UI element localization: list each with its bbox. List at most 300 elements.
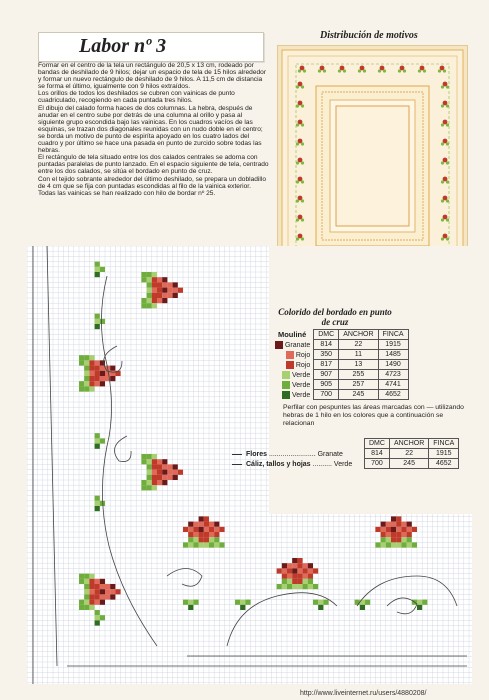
stitch-cell <box>95 444 100 449</box>
stitch-cell <box>95 433 100 438</box>
stitch-cell <box>89 584 94 589</box>
stitch-cell <box>100 371 105 376</box>
color-swatch <box>275 341 283 349</box>
stitch-cell <box>84 360 89 365</box>
thread-dmc: 700 <box>314 390 339 400</box>
color-swatch <box>286 361 294 369</box>
stitch-cell <box>157 298 162 303</box>
stitch-cell <box>303 568 308 573</box>
stitch-cell <box>89 355 94 360</box>
outline-dmc: 700 <box>365 459 390 469</box>
stitch-cell <box>199 527 204 532</box>
stitch-cell <box>381 537 386 542</box>
thread-anchor: 13 <box>339 360 378 370</box>
stitch-cell <box>147 293 152 298</box>
stitch-cell <box>199 537 204 542</box>
stitch-cell <box>162 464 167 469</box>
thread-dmc: 907 <box>314 370 339 380</box>
stitch-cell <box>157 293 162 298</box>
thread-table <box>271 329 409 400</box>
page-title: Labor nº 3 <box>79 35 167 57</box>
stitch-cell <box>100 381 105 386</box>
stitch-cell <box>308 574 313 579</box>
stitch-cell <box>84 386 89 391</box>
stitch-cell <box>381 542 386 547</box>
stitch-cell <box>167 464 172 469</box>
stitch-cell <box>214 522 219 527</box>
stitch-cell <box>360 605 365 610</box>
stitch-cell <box>391 537 396 542</box>
stitch-cell <box>84 381 89 386</box>
stitch-cell <box>391 532 396 537</box>
stitch-cell <box>204 542 209 547</box>
stitch-cell <box>84 594 89 599</box>
stitch-cell <box>157 475 162 480</box>
stitch-cell <box>204 532 209 537</box>
stitch-cell <box>79 355 84 360</box>
stitch-cell <box>115 589 120 594</box>
stitch-cell <box>157 459 162 464</box>
outline-row <box>365 459 459 469</box>
stitch-cell <box>89 605 94 610</box>
stitch-cell <box>422 600 427 605</box>
stitch-cell <box>282 584 287 589</box>
stitch-cell <box>152 485 157 490</box>
stitch-cell <box>308 568 313 573</box>
title-box <box>38 32 264 62</box>
stitch-cell <box>167 293 172 298</box>
stitch-cell <box>386 527 391 532</box>
stitch-cell <box>157 277 162 282</box>
stitch-cell <box>375 542 380 547</box>
stitch-cell <box>240 605 245 610</box>
thread-header-finca: FINCA <box>378 330 408 340</box>
stitch-cell <box>297 563 302 568</box>
outline-table <box>364 438 459 469</box>
outline-label: Flores <box>246 451 268 458</box>
motifs-title: Distribución de motivos <box>320 30 418 41</box>
stitch-cell <box>173 464 178 469</box>
stitch-cell <box>391 527 396 532</box>
stitch-cell <box>323 600 328 605</box>
stitch-cell <box>89 386 94 391</box>
thread-dmc: 350 <box>314 350 339 360</box>
color-swatch <box>282 391 290 399</box>
stitch-cell <box>401 532 406 537</box>
stitch-cell <box>173 282 178 287</box>
stitch-cell <box>95 272 100 277</box>
stitch-cell <box>157 480 162 485</box>
stitch-cell <box>412 527 417 532</box>
stitch-cell <box>297 568 302 573</box>
stitch-cell <box>141 277 146 282</box>
stitch-cell <box>152 470 157 475</box>
outline-color: Verde <box>333 461 353 468</box>
stitch-cell <box>84 605 89 610</box>
stitch-cell <box>84 579 89 584</box>
stitch-cell <box>100 589 105 594</box>
stitch-cell <box>178 470 183 475</box>
stitch-cell <box>157 282 162 287</box>
stitch-cell <box>308 579 313 584</box>
stitch-cell <box>401 527 406 532</box>
stitch-cell <box>100 267 105 272</box>
thread-row <box>271 360 408 370</box>
stitch-cell <box>141 480 146 485</box>
stitch-cell <box>209 527 214 532</box>
stitch-cell <box>152 454 157 459</box>
thread-row <box>271 350 408 360</box>
stitch-cell <box>79 381 84 386</box>
stitch-cell <box>214 542 219 547</box>
stitch-cell <box>79 600 84 605</box>
stitch-cell <box>292 584 297 589</box>
stitch-cell <box>95 314 100 319</box>
stitch-cell <box>355 600 360 605</box>
stitch-cell <box>318 600 323 605</box>
stitch-cell <box>209 542 214 547</box>
stitch-cell <box>193 527 198 532</box>
stitch-cell <box>110 584 115 589</box>
stitch-cell <box>84 355 89 360</box>
stitch-cell <box>79 579 84 584</box>
stitch-cell <box>193 522 198 527</box>
thread-anchor: 255 <box>339 370 378 380</box>
stitch-cell <box>95 319 100 324</box>
thread-name: Verde <box>271 380 314 390</box>
stitch-cell <box>162 277 167 282</box>
stitch-cell <box>157 470 162 475</box>
thread-name: Verde <box>271 370 314 380</box>
stitch-cell <box>110 594 115 599</box>
stitch-cell <box>141 298 146 303</box>
stitch-cell <box>292 574 297 579</box>
stitch-cell <box>282 568 287 573</box>
stitch-cell <box>282 574 287 579</box>
stitch-cell <box>287 568 292 573</box>
stitch-cell <box>147 485 152 490</box>
stitch-cell <box>147 277 152 282</box>
stitch-cell <box>84 574 89 579</box>
stitch-cell <box>105 594 110 599</box>
stitch-cell <box>401 537 406 542</box>
stitch-cell <box>84 371 89 376</box>
stitch-cell <box>287 563 292 568</box>
stitch-cell <box>287 574 292 579</box>
stitch-cell <box>204 522 209 527</box>
thread-finca: 1485 <box>378 350 408 360</box>
stitch-cell <box>173 470 178 475</box>
stitch-cell <box>245 600 250 605</box>
stitch-cell <box>147 454 152 459</box>
stitch-cell <box>173 475 178 480</box>
thread-name: Rojo <box>271 360 314 370</box>
stitch-cell <box>152 475 157 480</box>
stitch-cell <box>89 381 94 386</box>
stitch-cell <box>162 459 167 464</box>
stitch-cell <box>95 615 100 620</box>
stitch-cell <box>141 303 146 308</box>
stitch-cell <box>100 615 105 620</box>
stitch-cell <box>95 594 100 599</box>
stitch-cell <box>147 470 152 475</box>
stitch-cell <box>152 282 157 287</box>
stitch-cell <box>407 537 412 542</box>
stitch-cell <box>214 537 219 542</box>
stitch-cell <box>95 262 100 267</box>
stitch-cell <box>147 272 152 277</box>
stitch-cell <box>308 563 313 568</box>
stitch-cell <box>412 542 417 547</box>
stitch-cell <box>193 600 198 605</box>
thread-anchor: 22 <box>339 340 378 350</box>
stitch-cell <box>162 470 167 475</box>
stitch-cell <box>95 371 100 376</box>
stitch-cell <box>79 360 84 365</box>
stitch-cell <box>100 600 105 605</box>
stitch-cell <box>84 589 89 594</box>
stitch-cell <box>313 568 318 573</box>
stitch-cell <box>173 288 178 293</box>
stitch-cell <box>188 532 193 537</box>
stitch-cell <box>95 579 100 584</box>
thread-header-mouline: Mouliné <box>277 330 307 339</box>
stitch-cell <box>193 537 198 542</box>
stitch-cell <box>162 480 167 485</box>
outline-header-anchor: ANCHOR <box>389 439 428 449</box>
stitch-cell <box>89 594 94 599</box>
stitch-cell <box>79 574 84 579</box>
stitch-cell <box>95 366 100 371</box>
stitch-cell <box>396 516 401 521</box>
stitch-cell <box>167 288 172 293</box>
stitch-cell <box>386 537 391 542</box>
stitch-cell <box>95 610 100 615</box>
stitch-cell <box>391 542 396 547</box>
stitch-cell <box>219 542 224 547</box>
stitch-cell <box>100 438 105 443</box>
stitch-cell <box>303 563 308 568</box>
stitch-cell <box>204 527 209 532</box>
stitch-cell <box>308 584 313 589</box>
stitch-cell <box>401 522 406 527</box>
stitch-cell <box>152 277 157 282</box>
stitch-cell <box>292 568 297 573</box>
stitch-cell <box>297 558 302 563</box>
stitch-cell <box>360 600 365 605</box>
stitch-cell <box>95 584 100 589</box>
stitch-cell <box>110 376 115 381</box>
stitch-cell <box>95 589 100 594</box>
stitch-cell <box>162 475 167 480</box>
stitch-cell <box>303 584 308 589</box>
stitch-cell <box>391 516 396 521</box>
stitch-cell <box>89 600 94 605</box>
stitch-cell <box>396 537 401 542</box>
stitch-cell <box>147 480 152 485</box>
stitch-cell <box>313 600 318 605</box>
stitch-cell <box>292 563 297 568</box>
stitch-cell <box>100 584 105 589</box>
stitch-cell <box>375 527 380 532</box>
stitch-cell <box>89 360 94 365</box>
outline-finca: 4652 <box>429 459 459 469</box>
stitch-cell <box>219 527 224 532</box>
stitch-cell <box>303 574 308 579</box>
stitch-cell <box>417 600 422 605</box>
stitch-cell <box>297 574 302 579</box>
colorido-title: Colorido del bordado en punto de cruz <box>278 307 392 327</box>
stitch-cell <box>396 527 401 532</box>
stitch-cell <box>188 537 193 542</box>
stitch-cell <box>100 579 105 584</box>
stitch-cell <box>209 532 214 537</box>
stitch-cell <box>157 288 162 293</box>
stitch-cell <box>407 532 412 537</box>
stitch-cell <box>313 584 318 589</box>
stitch-cell <box>287 579 292 584</box>
outline-label: Cáliz, tallos y hojas <box>246 461 311 468</box>
thread-finca: 1490 <box>378 360 408 370</box>
stitch-cell <box>105 589 110 594</box>
thread-name: Granate <box>271 340 314 350</box>
thread-dmc: 814 <box>314 340 339 350</box>
stitch-cell <box>167 470 172 475</box>
thread-finca: 4652 <box>378 390 408 400</box>
stitch-cell <box>152 298 157 303</box>
stitch-cell <box>89 371 94 376</box>
stitch-cell <box>95 506 100 511</box>
stitch-cell <box>105 584 110 589</box>
stitch-cell <box>183 600 188 605</box>
stitch-cell <box>204 516 209 521</box>
stitch-cell <box>204 537 209 542</box>
thread-dmc: 817 <box>314 360 339 370</box>
stitch-cell <box>396 532 401 537</box>
stitch-cell <box>147 282 152 287</box>
stitch-cell <box>183 542 188 547</box>
stitch-cell <box>407 542 412 547</box>
stitch-cell <box>167 282 172 287</box>
stitch-cell <box>193 542 198 547</box>
thread-row <box>271 390 408 400</box>
stitch-cell <box>162 298 167 303</box>
stitch-cell <box>147 464 152 469</box>
thread-dmc: 905 <box>314 380 339 390</box>
stitch-cell <box>178 288 183 293</box>
stitch-cell <box>282 579 287 584</box>
thread-header-anchor: ANCHOR <box>339 330 378 340</box>
stitch-cell <box>152 480 157 485</box>
stitch-cell <box>188 605 193 610</box>
stitch-cell <box>277 568 282 573</box>
outline-dmc: 814 <box>365 449 390 459</box>
stitch-cell <box>162 288 167 293</box>
stitch-cell <box>303 579 308 584</box>
stitch-cell <box>157 464 162 469</box>
stitch-cell <box>95 324 100 329</box>
thread-finca: 1915 <box>378 340 408 350</box>
stitch-cell <box>214 527 219 532</box>
stitch-cell <box>292 558 297 563</box>
stitch-cell <box>89 574 94 579</box>
stitch-cell <box>188 522 193 527</box>
thread-anchor: 257 <box>339 380 378 390</box>
stitch-cell <box>95 600 100 605</box>
stitch-cell <box>89 589 94 594</box>
stitch-cell <box>209 522 214 527</box>
outline-header-finca: FINCA <box>429 439 459 449</box>
stitch-cell <box>79 605 84 610</box>
stitch-cell <box>199 542 204 547</box>
outline-row <box>365 449 459 459</box>
stitch-cell <box>95 438 100 443</box>
stitch-cell <box>401 542 406 547</box>
thread-row <box>271 340 408 350</box>
stitch-cell <box>417 605 422 610</box>
stitch-cell <box>84 584 89 589</box>
stitch-cell <box>89 366 94 371</box>
stitch-cell <box>152 293 157 298</box>
stitch-cell <box>209 537 214 542</box>
stitch-cell <box>141 454 146 459</box>
stitch-cell <box>396 542 401 547</box>
stitch-cell <box>95 267 100 272</box>
stitch-cell <box>396 522 401 527</box>
color-swatch <box>286 351 294 359</box>
footer-url: http://www.liveinternet.ru/users/4880208/ <box>300 690 427 697</box>
stitch-cell <box>100 319 105 324</box>
outline-anchor: 22 <box>389 449 428 459</box>
stitch-cell <box>381 532 386 537</box>
stitch-cell <box>95 381 100 386</box>
outline-anchor: 245 <box>389 459 428 469</box>
stitch-cell <box>141 272 146 277</box>
outline-header-dmc: DMC <box>365 439 390 449</box>
stitch-cell <box>318 605 323 610</box>
thread-name: Verde <box>271 390 314 400</box>
stitch-cell <box>287 584 292 589</box>
stitch-cell <box>386 532 391 537</box>
stitch-cell <box>141 459 146 464</box>
stitch-cell <box>188 542 193 547</box>
stitch-cell <box>407 522 412 527</box>
stitch-cell <box>407 527 412 532</box>
stitch-cell <box>110 589 115 594</box>
stitch-cell <box>95 496 100 501</box>
instructions-text: Formar en el centro de la tela un rectángulo de 20,5 x 13 cm, rodeado por bandas de deshilado de 9 hilos; dejar un espacio de tela de 15 hilos alrededor y formar un nuevo rectángulo de deshilado de 9 hilos. A 11,5 cm de distancia se forma el último, igualmente con 9 hilos extraídos. Los orillos de todos los deshilados se cubren con vainicas de punto cuadriculado, recogiendo en cada puntada tres hilos. El dibujo del calado forma haces de dos columnas. La hebra, después de anudar en el centro sube por detrás de una columna al orillo y pasa al siguiente grupo escondida bajo las vainicas. En los cuadros vacíos de las esquinas, se trazan dos diagonales reunidas con un nudo doble en el centro; se borda un motivo de punto de espiríta apoyado en los cuatro lados del cuadro y por último se hace una pasada en punto de zurcido sobre todas las hebras. El rectángulo de tela situado entre los dos calados centrales se adorna con puntadas paralelas de punto lanzado. En el espacio siguiente de tela, centrado entre los dos calados, se sitúa el bordado en punto de cruz. Con el tejido sobrante alrededor del último deshilado, se prepara un dobladillo de 4 cm que se fija con puntadas escondidas al filo de la vainica exterior. Todas las vainicas se han realizado con hilo de bordar nº 25. <box>38 62 269 197</box>
stitch-cell <box>141 485 146 490</box>
thread-finca: 4741 <box>378 380 408 390</box>
stitch-cell <box>152 464 157 469</box>
stitch-cell <box>193 532 198 537</box>
thread-row <box>271 370 408 380</box>
stitch-cell <box>95 360 100 365</box>
stitch-cell <box>89 579 94 584</box>
stitch-cell <box>188 600 193 605</box>
stitch-cell <box>162 282 167 287</box>
stitch-cell <box>214 532 219 537</box>
stitch-cell <box>277 584 282 589</box>
stitch-cell <box>199 516 204 521</box>
stitch-cell <box>110 371 115 376</box>
outline-finca: 1915 <box>429 449 459 459</box>
stitch-cell <box>381 522 386 527</box>
stitch-cell <box>79 386 84 391</box>
stitch-cell <box>282 563 287 568</box>
thread-header-dmc: DMC <box>314 330 339 340</box>
thread-anchor: 11 <box>339 350 378 360</box>
